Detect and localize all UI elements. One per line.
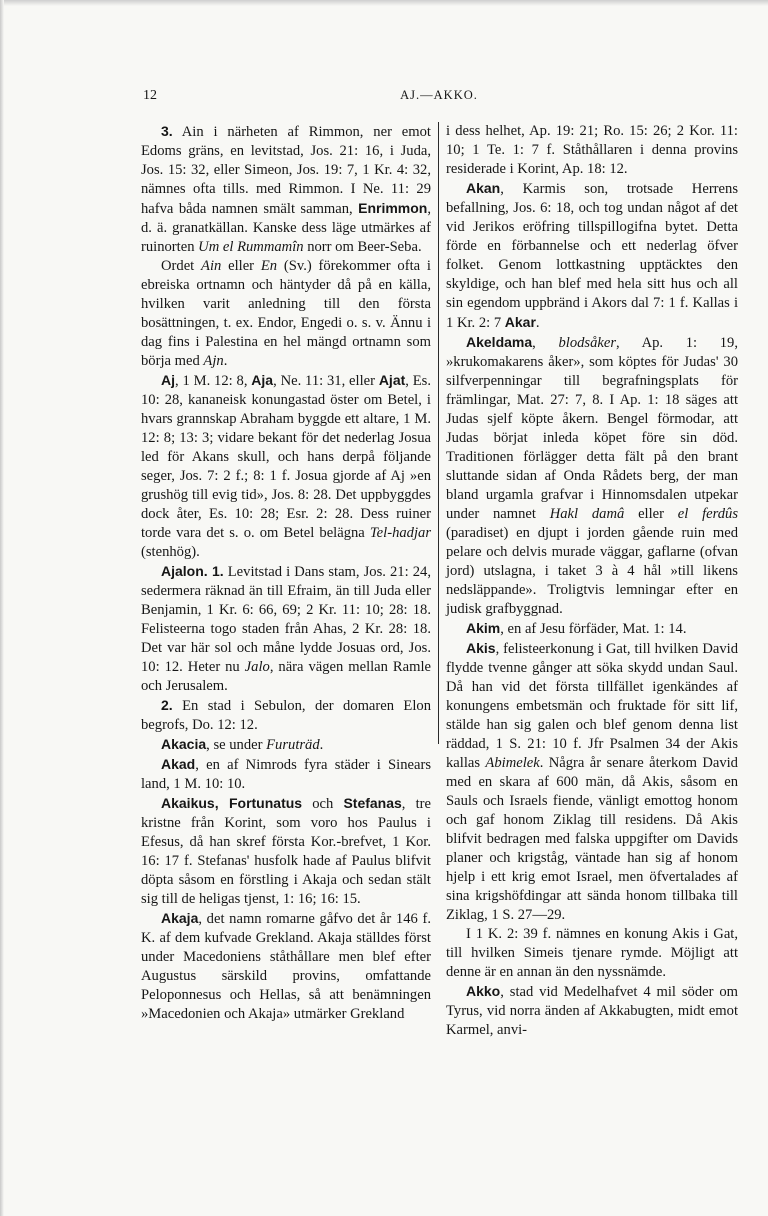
entry-akim: Akim, en af Jesu förfäder, Mat. 1: 14. [466, 620, 687, 637]
entry-aj: Aj, 1 M. 12: 8, Aja, Ne. 11: 31, eller Ajat, Es. 10: 28, kananeisk konungastad öster om Betel, i hvars grannskap Abraham byggde ett altare, 1 M. 12: 8; 13: 3; vidare bekant för det nederlag Josua led för Akans skull, och hans derpå följande seger, Jos. 7: 2 f.; 8: 1 f. Josua gjorde af Aj »en grushög till evig tid», Jos. 8: 28. Det uppbyggdes dock åter, Es. 10: 28; Esr. 2: 28. Dess ruiner torde vara det s. o. om Betel belägna Tel-hadjar (stenhög). [141, 372, 431, 560]
column-rule [438, 122, 439, 744]
entry-akaja: Akaja, det namn romarne gåfvo det år 146 f. K. af dem kufvade Grekland. Akaja ställdes först under Macedoniens ståthållare men blef efter Augustus särskild provins, omfattande Peloponnesus och Hellas, så att benämningen »Macedonien och Akaja» utmärker Grekland [141, 910, 431, 1022]
entry-akaikus: Akaikus, Fortunatus och Stefanas, tre kristne från Korint, som voro hos Paulus i Efesus, då han skref första Kor.-brefvet, 1 Kor. 16: 17 f. Stefanas' husfolk hade af Paulus blifvit döpta såsom en förstling i Akaja och sedan stält sig till de heligas tjenst, 1: 16; 16: 15. [141, 795, 431, 907]
page-header [143, 88, 735, 108]
term-akko: Akko [466, 983, 501, 999]
running-head: AJ.—AKKO. [400, 88, 478, 102]
entry-akko: Akko, stad vid Medelhafvet 4 mil söder om Tyrus, vid norra änden af Akkabugten, midt emot Karmel, anvi- [446, 983, 738, 1038]
term-akad: Akad [161, 756, 196, 772]
term-akacia: Akacia [161, 736, 207, 752]
term-aj: Aj [161, 372, 175, 388]
term-enrimmon: Enrimmon [358, 200, 428, 216]
term-akaja: Akaja [161, 910, 199, 926]
term-ajalon: Ajalon. [161, 563, 208, 579]
right-column [446, 122, 738, 1040]
entry-ajalon-2: 2. En stad i Sebulon, der domaren Elon begrofs, Do. 12: 12. [141, 697, 431, 733]
entry-akaja-continued: i dess helhet, Ap. 19: 21; Ro. 15: 26; 2 Kor. 11: 10; 1 Te. 1: 7 f. Ståthållaren i denna provins residerade i Korint, Ap. 18: 12. [446, 123, 738, 177]
page-top-edge [0, 0, 768, 6]
term-akan: Akan [466, 180, 501, 196]
entry-akeldama: Akeldama, blodsåker, Ap. 1: 19, »krukomakarens åker», som köptes för Judas' 30 silfverpenningar till begrafningsplats för främlingar, Mat. 27: 7, 8. I Ap. 1: 18 säges att Judas sjelf köpte åkern. Bengel förmodar, att Judas börjat inleda köpet före sin död. Traditionen förlägger detta fält på den brant sluttande sidan af Onda Rådets berg, der man bland urgamla grafvar i Hinnomsdalen utpekar under namnet Hakl damâ eller el ferdûs (paradiset) en djupt i jorden gående ruin med pelare och delvis murade väggar, gaflarne (ofvan jord) utslagna, i taket 3 à 4 hål »till likens nedsläppande». Troligtvis lemningar efter en judisk grafbyggnad. [446, 334, 739, 617]
entry-ain-3: 3. Ain i närheten af Rimmon, ner emot Edoms gräns, en levitstad, Jos. 21: 16, i Juda, Jos. 15: 32, eller Simeon, Jos. 19: 7, 1 Kr. 4: 32, nämnes ofta tills. med Rimmon. I Ne. 11: 29 hafva båda namnen smält samman, Enrimmon, d. ä. granatkällan. Kanske dess läge utmärkes af ruinorten Um el Rummamîn norr om Beer-Seba. [141, 123, 431, 255]
entry-akis: Akis, felisteerkonung i Gat, till hvilken David flydde tvenne gånger att söka skydd undan Saul. Då han vid det första tillfället igenkändes af konungens embetsmän och fruktade för sitt lif, stälde han sig galen och blef genom denna list räddad, 1 S. 21: 10 f. Jfr Psalmen 34 der Akis kallas Abimelek. Några år senare återkom David med en skara af 600 män, då Akis, såsom en Sauls och Israels fiende, vänligt emottog honom och gaf honom Ziklag till residens. Då Akis blifvit bedragen med falska uppgifter om Davids planer och krigståg, väntade han sig af honom hjelp i ett krig emot Israel, men öfvertalades af sina krigshöfdingar att sända honom tillbaka till Ziklag, 1 S. 27—29. [446, 640, 738, 923]
left-column [141, 122, 431, 1024]
term-akis: Akis [466, 640, 496, 656]
entry-akan: Akan, Karmis son, trotsade Herrens befallning, Jos. 6: 18, och tog undan något af det vid Jerikos eröfring tillspillogifna bytet. Detta förde en förbannelse och ett nederlag öfver folket. Genom lottkastning upptäcktes den skyldige, och han blef med hela sitt hus och all sin egendom uppbränd i Akors dal 7: 1 f. Kallas i 1 Kr. 2: 7 Akar. [446, 180, 738, 331]
entry-ajalon: Ajalon. 1. Levitstad i Dans stam, Jos. 21: 24, sedermera räknad än till Efraim, än till Juda eller Benjamin, 1 Kr. 6: 66, 69; 2 Kr. 11: 10; 28: 18. Felisteerna togo staden från Ahas, 2 Kr. 28: 18. Det var här sol och måne lydde Josuas ord, Jos. 10: 12. Heter nu Jalo, nära vägen mellan Ramle och Jerusalem. [141, 563, 431, 694]
entry-akad: Akad, en af Nimrods fyra städer i Sinears land, 1 M. 10: 10. [141, 756, 431, 792]
entry-akis-note: I 1 K. 2: 39 f. nämnes en konung Akis i Gat, till hvilken Simeis tjenare rymde. Möjligt att denne är en annan än den nyssnämde. [446, 926, 738, 980]
term-akaikus: Akaikus, Fortunatus [161, 795, 303, 811]
page-left-edge [0, 0, 4, 1216]
paragraph-ain-note: Ordet Ain eller En (Sv.) förekommer ofta i ebreiska ortnamn och häntyder då på en källa, hvilken varit anledning till den första bosättningen, t. ex. Endor, Engedi o. s. v. Ännu i dag fins i Palestina en hel mängd ortnamn som börja med Ajn. [141, 258, 431, 369]
term-akeldama: Akeldama [466, 334, 533, 350]
page-number: 12 [143, 88, 157, 103]
term-akim: Akim [466, 620, 501, 636]
entry-akacia: Akacia, se under Furuträd. [161, 736, 324, 753]
